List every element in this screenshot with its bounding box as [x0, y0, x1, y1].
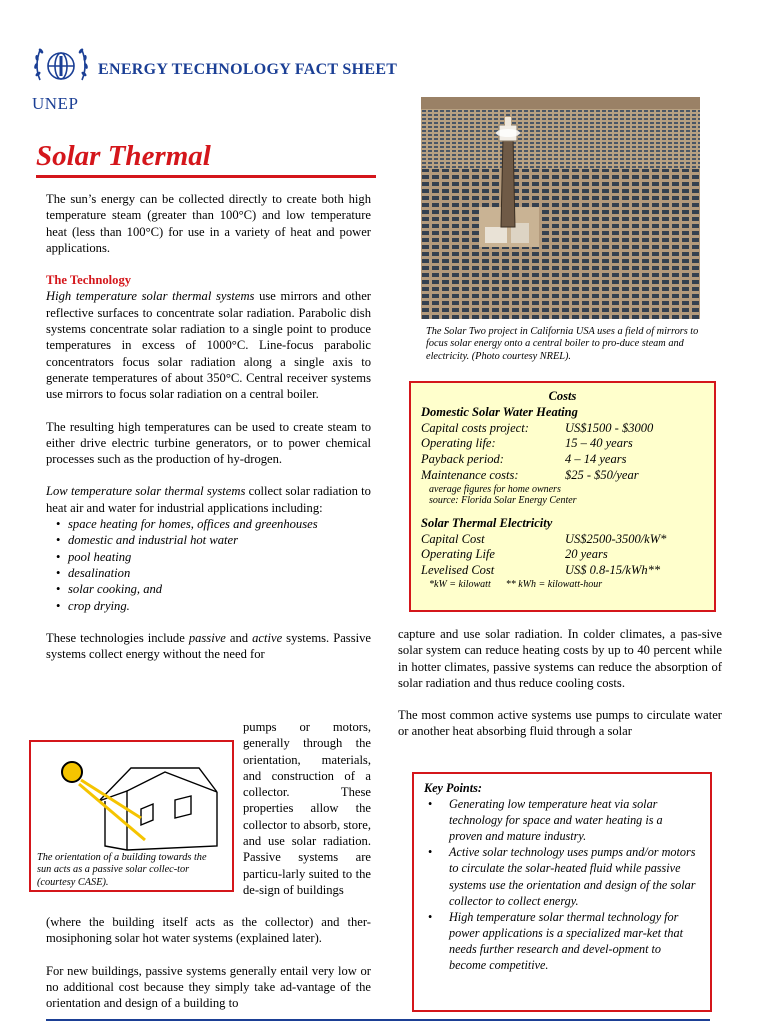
key-points-box	[412, 772, 712, 1012]
cost-value: 15 – 40 years	[565, 436, 633, 451]
costs-source: source: Florida Solar Energy Center	[429, 494, 577, 506]
cost-row	[421, 452, 704, 468]
passive-text-b: and	[225, 630, 253, 645]
cost-value: US$2500-3500/kW*	[565, 531, 667, 546]
photo-caption: The Solar Two project in California USA uses a field of mirrors to focus solar energy onto a central boiler to pro-duce steam and electricity. (Photo courtesy NREL).	[426, 326, 699, 362]
active-paragraph: The most common active systems use pumps to circulate water or another heat absorbing fluid through a solar	[398, 708, 722, 739]
house-caption: The orientation of a building towards the sun acts as a passive solar collec-tor (courtesy CASE).	[37, 852, 207, 888]
cost-value: US$ 0.8-15/kWh**	[565, 563, 661, 578]
low-emphasis: Low temperature solar thermal systems	[46, 484, 246, 499]
cost-label: Levelised Cost	[421, 563, 495, 578]
cost-label: Operating Life	[421, 547, 495, 562]
tech-text: use mirrors and other reflective surfaces to concentrate solar radiation. Parabolic dish systems concentrate solar radiation to a single point to produce temperatures in excess of 1000°C. Line-focus parabolic concentrators focus solar radiation along a single axis to generate temperatures of about 350°C. Central receiver systems use mirrors to focus solar radiation on a central boiler.	[46, 289, 371, 402]
cost-row	[421, 421, 704, 437]
costs-title: Costs	[548, 389, 577, 403]
cost-label: Maintenance costs:	[421, 467, 519, 482]
house-figure	[29, 740, 234, 892]
cost-label: Operating life:	[421, 436, 496, 451]
low-temp-paragraph	[46, 483, 371, 516]
active-emphasis: active	[252, 630, 283, 645]
footer-rule	[46, 1019, 710, 1021]
cost-value: US$1500 - $3000	[565, 420, 654, 435]
costs-box	[409, 381, 716, 612]
page-title: Solar Thermal	[36, 140, 211, 172]
cost-value: 20 years	[565, 547, 608, 562]
new-buildings-paragraph: For new buildings, passive systems generally entail very low or no additional cost because they simply take ad-vantage of the orientation and design of a building to	[46, 963, 371, 1011]
list-item: • desalination	[46, 565, 371, 581]
key-points-title: Key Points:	[424, 781, 482, 795]
fact-sheet-title: ENERGY TECHNOLOGY FACT SHEET	[98, 61, 398, 78]
low-text: collect solar radiation to heat air and water for industrial applications including:	[46, 484, 371, 515]
left-column	[46, 191, 371, 662]
key-points-list	[424, 796, 698, 973]
list-item: • space heating for homes, offices and greenhouses	[46, 516, 371, 532]
cost-row	[421, 532, 704, 548]
cost-row	[421, 563, 704, 579]
cost-row	[421, 468, 704, 484]
cost-row	[421, 436, 704, 452]
tech-emphasis: High temperature solar thermal systems	[46, 289, 255, 304]
passive-text-a: These technologies include	[46, 630, 189, 645]
list-item: • High temperature solar thermal technology for power applications is a specialized mar-ket that needs further research and devel-opment to become competitive.	[424, 909, 698, 973]
org-name: UNEP	[32, 94, 79, 113]
list-item: • Active solar technology uses pumps and/or motors to circulate the solar-heated fluid while passive systems use the orientation and design of the solar collector to collect energy.	[424, 844, 698, 908]
title-underline	[36, 175, 376, 178]
right-column	[398, 626, 722, 756]
cost-row	[421, 547, 704, 563]
capture-paragraph: capture and use solar radiation. In colder climates, a pas-sive solar system can reduce heating costs by up to 40 percent while in hotter climates, passive systems can reduce the absorption of solar radiation and thus reduce cooling costs.	[398, 627, 722, 690]
passive-active-paragraph	[46, 630, 371, 663]
after-wrap-paragraph: (where the building itself acts as the collector) and ther-mosiphoning solar hot water systems (explained later).	[46, 915, 371, 946]
technology-heading: The Technology	[46, 273, 132, 288]
applications-list	[46, 516, 371, 614]
list-item: • pool heating	[46, 549, 371, 565]
list-item: • Generating low temperature heat via solar technology for space and water heating is a proven and mature industry.	[424, 796, 698, 844]
resulting-paragraph: The resulting high temperatures can be used to create steam to either drive electric turbine generators, or to power chemical processes such as the production of hy-drogen.	[46, 419, 371, 467]
list-item: • crop drying.	[46, 598, 371, 614]
cost-label: Capital costs project:	[421, 420, 529, 435]
list-item: • solar cooking, and	[46, 581, 371, 597]
cost-label: Capital Cost	[421, 531, 485, 546]
cost-value: $25 - $50/year	[565, 467, 639, 482]
house-illustration	[35, 746, 230, 854]
dswh-heading: Domestic Solar Water Heating	[421, 404, 578, 419]
wrap-paragraph: pumps or motors, generally through the orientation, materials, and construction of a collector. These properties allow the collector to absorb, store, and use solar radiation. Passive systems are particu-larly suited to the de-sign of buildings	[243, 720, 371, 897]
cost-value: 4 – 14 years	[565, 452, 627, 467]
passive-text-c: systems. Passive systems collect energy without the need for	[46, 630, 371, 662]
technology-paragraph	[46, 288, 371, 402]
solar-two-photo	[421, 97, 700, 319]
left-column-lower	[46, 914, 371, 1027]
passive-emphasis: passive	[188, 630, 226, 645]
list-item: • domestic and industrial hot water	[46, 532, 371, 548]
ste-heading: Solar Thermal Electricity	[421, 515, 553, 530]
costs-note: average figures for home owners	[429, 483, 561, 495]
intro-paragraph: The sun’s energy can be collected directly to create both high temperature steam (greater than 100°C) and low temperature heat (less than 100°C) for use in a variety of heat and power applications.	[46, 192, 371, 255]
cost-label: Payback period:	[421, 452, 504, 467]
units-footnote: *kW = kilowatt ** kWh = kilowatt-hour	[429, 578, 603, 590]
